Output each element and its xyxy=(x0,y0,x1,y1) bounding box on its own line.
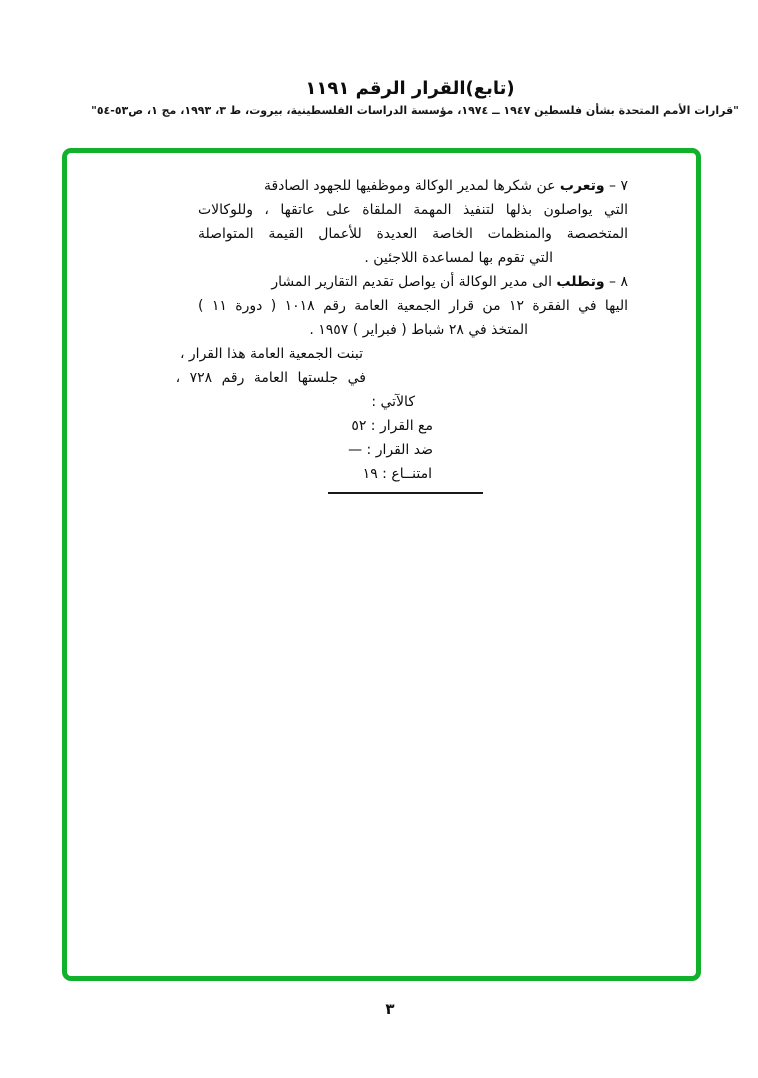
text-run: ٧ – xyxy=(604,178,628,194)
para7-line2 xyxy=(198,198,628,222)
page-number: ٣ xyxy=(385,1000,395,1018)
separator-rule xyxy=(328,492,483,494)
citation-line: "قرارات الأمم المتحدة بشأن فلسطين ١٩٤٧ ــ ١٩٧٤، مؤسسة الدراسات الفلسطينية، بيروت، ط ٣، ١٩٩٣، مج ١، ص٥٣-٥٤" xyxy=(91,104,739,117)
text-run: ضد القرار : — xyxy=(348,442,433,458)
emphasized-word: وتعرب xyxy=(559,178,605,194)
page-title: (تابع)القرار الرقم ١١٩١ xyxy=(305,78,515,99)
text-run: عن شكرها لمدير الوكالة وموظفيها للجهود الصادقة xyxy=(263,178,560,194)
text-run: المتخذ في ٢٨ شباط ( فبراير ) ١٩٥٧ . xyxy=(309,322,528,338)
para7-line3 xyxy=(198,222,628,246)
text-run: في جلستها العامة رقم ٧٢٨ ، xyxy=(175,370,366,386)
text-run: الى مدير الوكالة أن يواصل تقديم التقارير المشار xyxy=(271,274,557,290)
text-run: التي تقوم بها لمساعدة اللاجئين . xyxy=(364,250,553,266)
text-run: تبنت الجمعية العامة هذا القرار ، xyxy=(179,346,363,362)
text-run: التي يواصلون بذلها لتنفيذ المهمة الملقاة على عاتقها ، وللوكالات xyxy=(198,202,628,218)
text-run: المتخصصة والمنظمات الخاصة العديدة للأعمال القيمة المتواصلة xyxy=(198,226,628,242)
body-text xyxy=(175,174,628,486)
vote-against xyxy=(198,438,433,462)
vote-abstain xyxy=(198,462,432,486)
para8-line1 xyxy=(198,270,628,294)
text-run: مع القرار : ٥٢ xyxy=(351,418,433,434)
para8-line3 xyxy=(198,318,528,342)
vote-for xyxy=(198,414,433,438)
adoption-line2 xyxy=(175,366,366,390)
para7-line4 xyxy=(198,246,553,270)
adoption-line1 xyxy=(179,342,363,366)
para8-line2 xyxy=(198,294,628,318)
text-run: اليها في الفقرة ١٢ من قرار الجمعية العامة رقم ١٠١٨ ( دورة ١١ ) xyxy=(198,298,628,314)
para7-line1 xyxy=(198,174,628,198)
text-run: امتنــاع : ١٩ xyxy=(362,466,432,482)
text-run: ٨ – xyxy=(604,274,628,290)
adoption-line3 xyxy=(198,390,415,414)
text-run: كالآتي : xyxy=(371,394,415,410)
emphasized-word: وتطلب xyxy=(556,274,605,290)
